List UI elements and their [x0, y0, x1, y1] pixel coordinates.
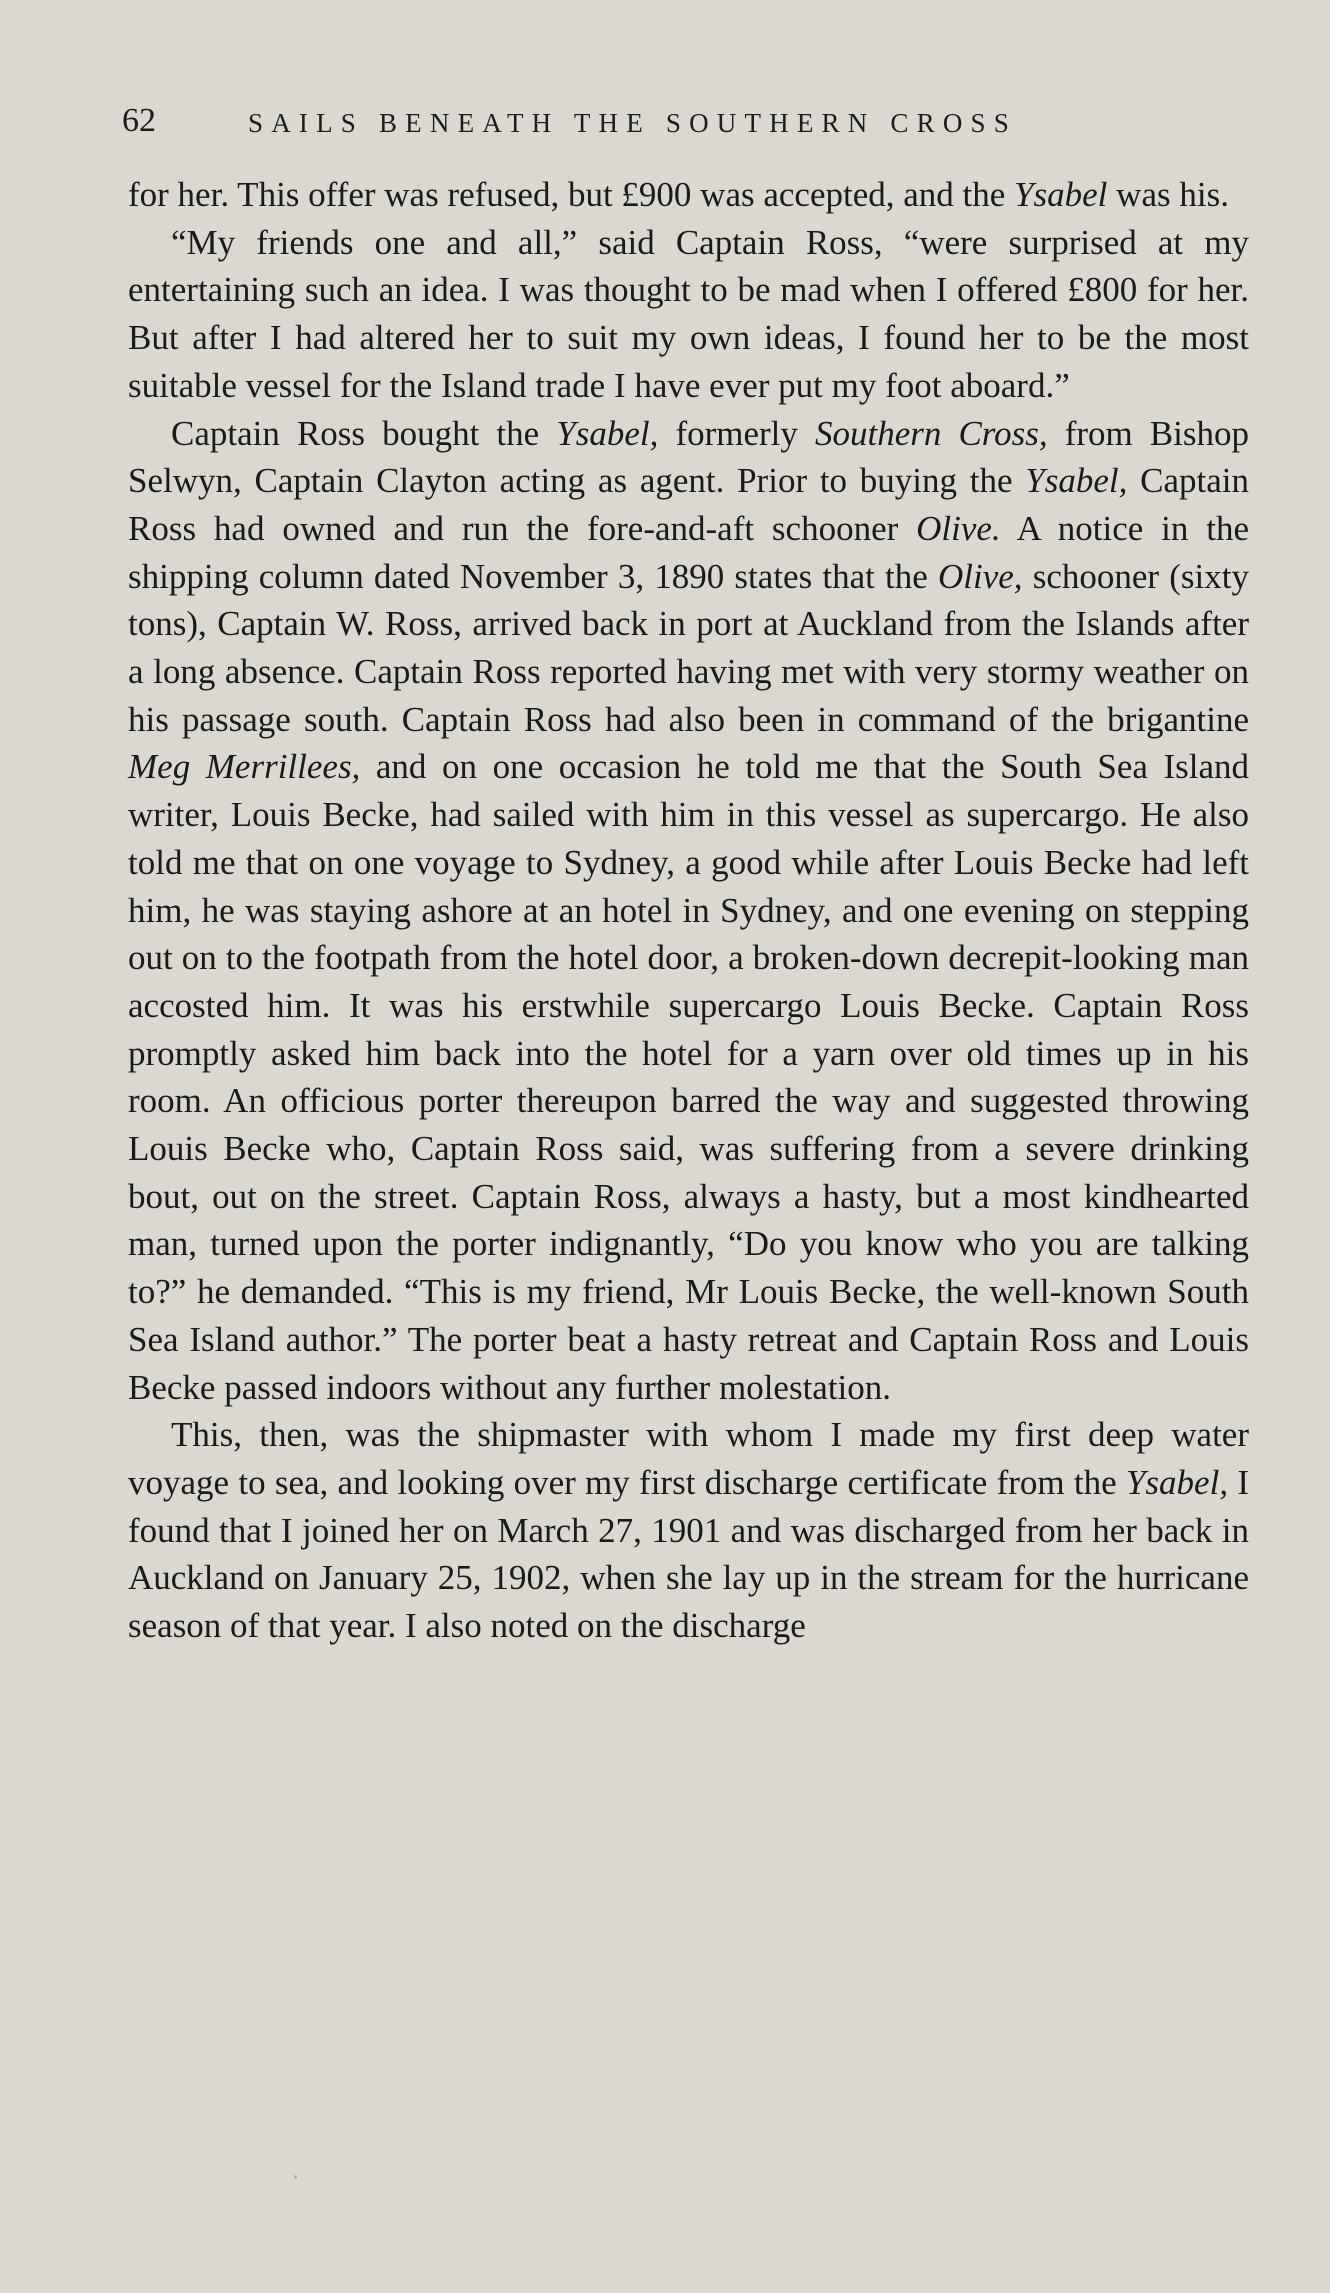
- italic-text: Ysabel: [1014, 175, 1108, 214]
- italic-text: Southern Cross,: [814, 413, 1048, 453]
- paragraph: [128, 219, 1249, 410]
- text-run: I found that I joined her on March 27, 1901 and was discharged from her back in Auckland on January 25, 1902, when she lay up in the stream for the hurricane season of that year. I also noted on the discharge: [128, 1462, 1250, 1646]
- text-run: A notice in the shipping column dated November 3, 1890 states that the: [128, 508, 1249, 596]
- paragraph: [128, 410, 1249, 1412]
- text-run: from Bishop Selwyn, Captain Clayton acting as agent. Prior to buying the: [128, 413, 1249, 501]
- text-run: This, then, was the shipmaster with whom I made my first deep water voyage to sea, and looking over my first discharge certificate from the: [128, 1415, 1249, 1502]
- italic-text: Ysabel,: [556, 413, 659, 453]
- italic-text: Olive.: [916, 508, 1001, 548]
- paper-speck: [294, 2175, 297, 2179]
- text-run: “My friends one and all,” said Captain Ross, “were surprised at my entertaining such an idea. I was thought to be mad when I offered £800 for her. But after I had altered her to suit my own ideas, I found her to be the most suitable vessel for the Island trade I have ever put my foot aboard.”: [128, 222, 1249, 405]
- text-run: for her. This offer was refused, but £900 was accepted, and the: [128, 175, 1015, 214]
- italic-text: Meg Merrillees,: [128, 747, 361, 787]
- text-run: Captain Ross had owned and run the fore-and-aft schooner: [128, 461, 1249, 548]
- page-header: [122, 96, 1222, 146]
- running-title: SAILS BENEATH THE SOUTHERN CROSS: [248, 108, 1017, 138]
- italic-text: Ysabel,: [1025, 461, 1128, 501]
- page-number: 62: [122, 102, 156, 139]
- body-text: [128, 171, 1249, 1650]
- text-run: was his.: [1107, 175, 1229, 214]
- text-run: schooner (sixty tons), Captain W. Ross, arrived back in port at Auckland from the Islands after a long absence. Captain Ross reported having met with very stormy weather on his passage south. Captain Ross had also been in command of the brigantine: [128, 556, 1249, 739]
- text-run: Captain Ross bought the: [171, 413, 557, 453]
- italic-text: Ysabel,: [1125, 1462, 1229, 1502]
- text-run: and on one occasion he told me that the South Sea Island writer, Louis Becke, had sailed with him in this vessel as supercargo. He also told me that on one voyage to Sydney, a good while after Louis Becke had left him, he was staying ashore at an hotel in Sydney, and one evening on stepping out on to the footpath from the hotel door, a broken-down decrepit-looking man accosted him. It was his erstwhile supercargo Louis Becke. Captain Ross promptly asked him back into the hotel for a yarn over old times up in his room. An officious porter thereupon barred the way and suggested throwing Louis Becke who, Captain Ross said, was suffering from a severe drinking bout, out on the street. Captain Ross, always a hasty, but a most kindhearted man, turned upon the porter indignantly, “Do you know who you are talking to?” he demanded. “This is my friend, Mr Louis Becke, the well-known South Sea Island author.” The porter beat a hasty retreat and Captain Ross and Louis Becke passed indoors without any further molestation.: [128, 747, 1249, 1407]
- italic-text: Olive,: [938, 556, 1023, 596]
- text-run: formerly: [658, 413, 815, 453]
- paragraph: [128, 1411, 1249, 1650]
- paragraph: [128, 171, 1249, 219]
